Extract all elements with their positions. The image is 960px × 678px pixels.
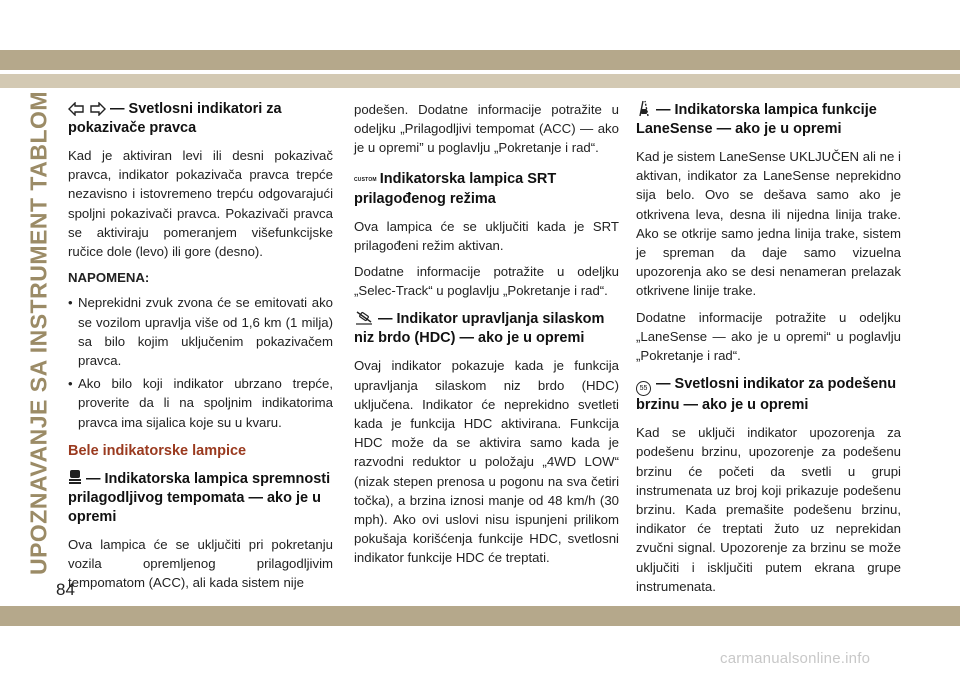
srt-text-2: Dodatne informacije potražite u odeljku „Selec-Track“ u poglavlju „Pokretanje i rad“. [354,264,619,299]
note-label: NAPOMENA: [68,270,150,286]
column-1 [68,100,333,600]
acc-text-continued: podešen. Dodatne informacije potražite u odeljku „Prilagodljivi tempomat (ACC) — ako je u opremi” u poglavlju „Pokretanje i rad“. [354,102,619,156]
srt-text-1: Ova lampica će se uključiti kada je SRT prilagođeni režim aktivan. [354,218,619,253]
header-band [0,50,960,70]
set-speed-icon: 55 [636,381,651,396]
lanesense-text-2: Dodatne informacije potražite u odeljku „LaneSense — ako je u opremi“ u poglavlju „Pokretanje i rad“. [636,309,901,364]
lanesense-icon [636,100,652,117]
turn-signal-text: Kad je aktiviran levi ili desni pokazivač pravca, indikator pokazivača pravca trepće nezavisno i istovremeno trepću odgovarajući spoljni pokazivači pravca. Pokazivači pravca se aktiviraju pomeranjem višefunkcijske ručice dole (levo) ili gore (desno). [68,148,333,260]
note-list [68,293,333,431]
lanesense-text-1: Kad je sistem LaneSense UKLJUČEN ali ne i aktivan, indikator za LaneSense neprekidno sija belo. Ovo se dešava samo ako je otkrivena leva, desna ili nijedna linija trake. Ako se otkrije samo jedna linija trake, sistem je spreman da daje samo vizuelna upozorenja ako se desi nenameran prelazak otkrivene linije trake. [636,149,901,299]
heading-hdc: — Indikator upravljanja silaskom niz brdo (HDC) — ako je u opremi [354,311,605,347]
column-2 [354,100,619,575]
page-number: 84 [56,580,75,599]
turn-signal-icon [68,102,106,116]
list-item: • Neprekidni zvuk zvona će se emitovati ako se vozilom upravlja više od 1,6 km (1 milja) sa bilo kojim uključenim pokazivačem pravca. [68,293,333,370]
list-item: • Ako bilo koji indikator ubrzano trepće, proverite da li na spoljnim indikatorima pravca ima sijalica koje su u kvaru. [68,374,333,432]
acc-text: Ova lampica će se uključiti pri pokretanju vozila opremljenog prilagodljivim tempomatom (ACC), ali kada sistem nije [68,537,333,591]
heading-lanesense: — Indikatorska lampica funkcije LaneSense — ako je u opremi [636,102,877,137]
heading-turn-signal: — Svetlosni indikatori za pokazivače pravca [68,101,282,136]
heading-set-speed: 55 — Svetlosni indikator za podešenu brzinu — ako je u opremi [636,376,897,414]
header-band-light [0,74,960,88]
heading-acc: — Indikatorska lampica spremnosti prilagodljivog tempomata — ako je u opremi [68,471,331,526]
section-title: Bele indikatorske lampice [68,442,247,459]
column-3 [636,100,901,603]
side-title: UPOZNAVANJE SA INSTRUMENT TABLOM [25,90,52,576]
adaptive-cruise-icon [68,469,82,486]
srt-custom-icon: CUSTOM [354,176,377,183]
hdc-text: Ovaj indikator pokazuje kada je funkcija upravljanja silaskom niz brdo (HDC) uključena. Indikator će neprekidno svetleti kada je funkcija HDC aktivirana. Funkcija HDC može da se aktivira samo kada je razvodni reduktor u položaju „4WD LOW“ (nizak stepen prenosa u pogonu na sva četiri točka), a brzina iznosi manje od 48 km/h (30 mph). Ako ovi uslovi nisu ispunjeni prilikom pokušaja korišćenja funkcije HDC, svetlosni indikator funkcije HDC će treptati. [354,358,619,566]
hill-descent-icon [354,310,374,326]
watermark: carmanualsonline.info [720,650,871,667]
set-speed-text: Kad se uključi indikator upozorenja za podešenu brzinu, upozorenje za podešenu brzinu će početi da svetli u grupi instrumenata uz broj koji prikazuje podešenu brzinu. Kada premašite podešenu brzinu, indikator će treptati žuto uz neprekidan zvučni signal. Upozorenje za brzinu se može uključiti i isključiti putem ekrana grupe instrumenata. [636,425,901,594]
heading-srt: CUSTOM Indikatorska lampica SRT prilagođenog režima [354,170,557,207]
footer-band [0,606,960,626]
